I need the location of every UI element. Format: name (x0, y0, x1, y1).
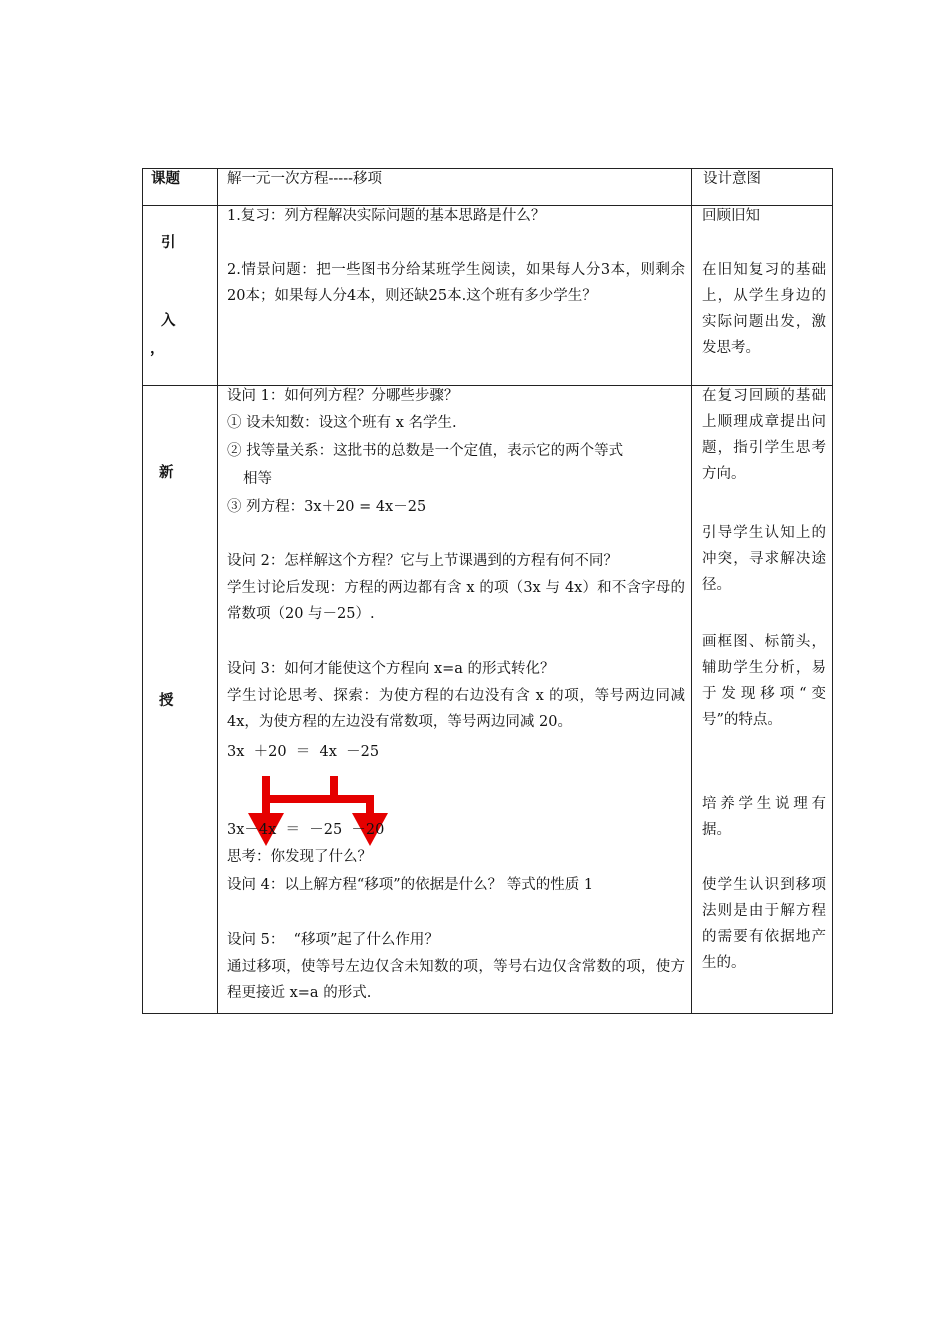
header-intent-label: 设计意图 (703, 171, 761, 187)
arrow-right-shaft (366, 795, 374, 813)
question-4: 设问 4：以上解方程“移项”的依据是什么？ 等式的性质 1 (227, 877, 594, 893)
question-2-answer: 学生讨论后发现：方程的两边都有含 x 的项（3x 与 4x）和不含字母的常数项（20 与－25）. (227, 580, 685, 622)
bracket-bar (262, 795, 374, 803)
new-intent-2: 引导学生认知上的冲突，寻求解决途径。 (702, 525, 826, 593)
equation-original: 3x ＋20 ＝ 4x －25 (227, 744, 380, 760)
scenario-question: 2.情景问题：把一些图书分给某班学生阅读，如果每人分3本，则剩余20本；如果每人分4本，则还缺25本.这个班有多少学生？ (227, 262, 685, 304)
question-5: 设问 5： “移项”起了什么作用？ (227, 932, 439, 948)
new-intent-3: 画框图、标箭头，辅助学生分析，易于发现移项“变号”的特点。 (702, 634, 826, 728)
think-prompt: 思考：你发现了什么？ (227, 849, 372, 865)
step-1: ① 设未知数：设这个班有 x 名学生. (227, 415, 457, 431)
new-intent-1: 在复习回顾的基础上顺理成章提出问题，指引学生思考方向。 (702, 388, 826, 482)
question-2: 设问 2：怎样解这个方程？它与上节课遇到的方程有何不同？ (227, 553, 618, 569)
new-label-1: 新 (159, 464, 174, 481)
step-2-continued: 相等 (243, 471, 272, 487)
lesson-title: 解一元一次方程-----移项 (227, 171, 382, 187)
new-intent-4: 培养学生说理有据。 (702, 796, 826, 838)
new-intent-5: 使学生认识到移项法则是由于解方程的需要有依据地产生的。 (702, 877, 826, 971)
step-2: ② 找等量关系：这批书的总数是一个定值，表示它的两个等式 (227, 443, 624, 459)
arrow-left-shaft (262, 795, 270, 813)
step-3: ③ 列方程：3x＋20 = 4x－25 (227, 499, 427, 515)
intro-label-1: 引 (161, 234, 176, 251)
intro-label-2: 入 (161, 312, 176, 329)
header-topic-label: 课题 (151, 170, 180, 187)
question-5-answer: 通过移项，使等号左边仅含未知数的项，等号右边仅含常数的项，使方程更接近 x=a 的形式. (227, 959, 685, 1001)
equation-transposed: 3x－4x ＝ －25 －20 (227, 822, 385, 838)
intro-label-3: ， (150, 340, 165, 357)
review-question: 1.复习：列方程解决实际问题的基本思路是什么？ (227, 208, 546, 224)
new-label-2: 授 (159, 692, 174, 709)
question-3-answer: 学生讨论思考、探索：为使方程的右边没有含 x 的项，等号两边同减 4x，为使方程的左边没有常数项，等号两边同减 20。 (227, 688, 685, 730)
intro-intent-1: 回顾旧知 (702, 208, 760, 224)
intro-intent-2: 在旧知复习的基础上，从学生身边的实际问题出发，激发思考。 (702, 262, 826, 356)
question-3: 设问 3：如何才能使这个方程向 x=a 的形式转化？ (227, 661, 555, 677)
question-1: 设问 1：如何列方程？分哪些步骤？ (227, 388, 459, 404)
